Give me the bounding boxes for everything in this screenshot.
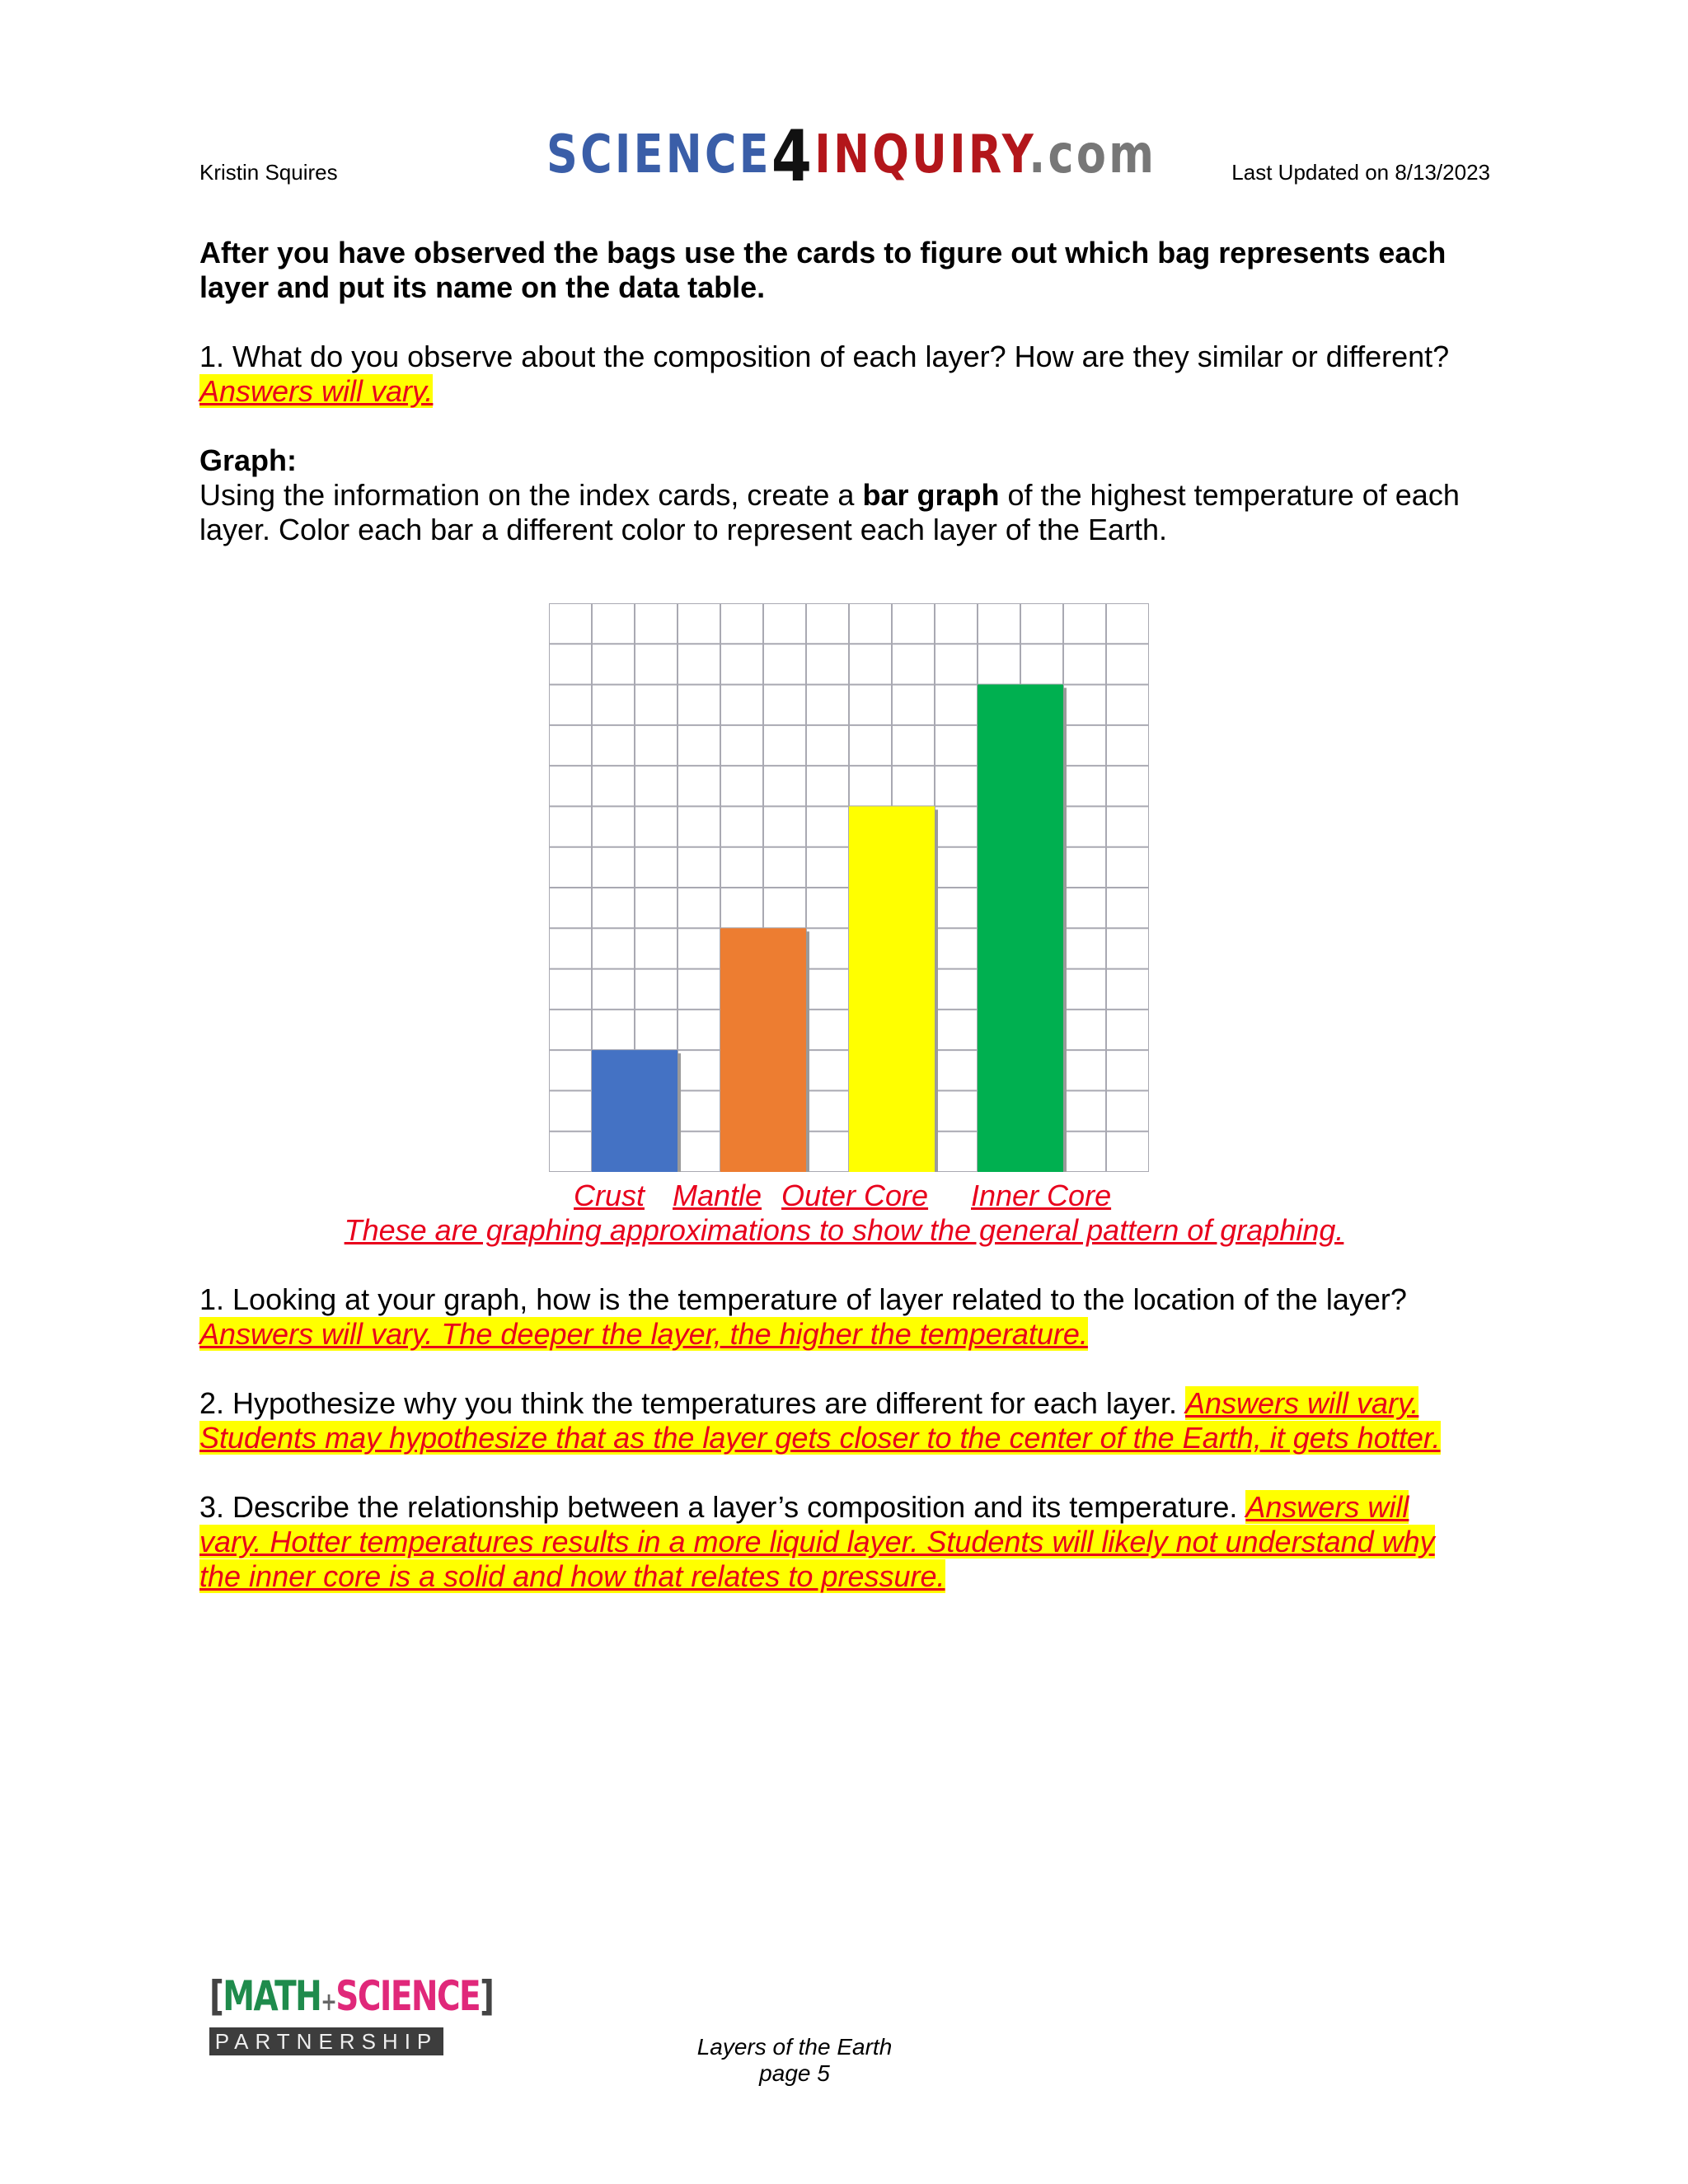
intro-instructions: After you have observed the bags use the cards to figure out which bag represents each layer and put its name on the data table. xyxy=(199,236,1447,304)
footer-title: Layers of the Earth xyxy=(696,2034,893,2060)
category-label-mantle: Mantle xyxy=(673,1179,762,1212)
question-2 xyxy=(199,1386,1535,1455)
graph-caption: These are graphing approximations to show the general pattern of graphing. xyxy=(344,1213,1344,1247)
category-label-crust: Crust xyxy=(574,1179,645,1212)
graph-heading: Graph: xyxy=(199,443,298,477)
bar-crust xyxy=(592,1050,678,1172)
bar-chart-svg xyxy=(549,603,1149,1172)
question-3-answer-a: Answers will xyxy=(1245,1490,1409,1524)
question-1-answer: Answers will vary. The deeper the layer, the higher the temperature. xyxy=(199,1317,1088,1351)
logo-science: SCIENCE xyxy=(546,124,771,185)
question-1-text: 1. Looking at your graph, how is the temperature of layer related to the location of the layer? xyxy=(199,1282,1407,1316)
msp-math: MATH xyxy=(223,1972,321,2020)
logo-four: 4 xyxy=(771,115,815,198)
question-3-text: 3. Describe the relationship between a layer’s composition and its temperature. xyxy=(199,1490,1246,1524)
question-2-answer-b: Students may hypothesize that as the layer gets closer to the center of the Earth, it gets hotter. xyxy=(199,1421,1441,1455)
graph-instr-start: Using the information on the index cards, create a xyxy=(199,478,863,512)
graph-instr-end: of the highest temperature of each layer. Color each bar a different color to represent each layer of the Earth. xyxy=(199,478,1460,546)
graph-section xyxy=(199,443,1518,547)
bar-inner-core xyxy=(978,685,1063,1172)
question-2-answer-a: Answers will vary. xyxy=(1184,1386,1419,1420)
observation-answer: Answers will vary. xyxy=(199,374,434,408)
logo-inquiry: INQUIRY xyxy=(814,124,1029,185)
msp-partnership: PARTNERSHIP xyxy=(209,2027,443,2055)
question-2-text: 2. Hypothesize why you think the temperatures are different for each layer. xyxy=(199,1386,1185,1420)
observation-question-text: 1. What do you observe about the composition of each layer? How are they similar or different? xyxy=(199,340,1450,373)
question-1 xyxy=(199,1282,1535,1352)
science4inquiry-logo xyxy=(546,115,1156,198)
bar-chart xyxy=(549,603,1149,1172)
category-label-outer-core: Outer Core xyxy=(781,1179,929,1212)
math-science-partnership-logo: [MATH+SCIENCE] PARTNERSHIP xyxy=(209,1972,494,2054)
author-name: Kristin Squires xyxy=(199,160,338,185)
msp-plus: + xyxy=(321,1988,336,2017)
logo-com: .com xyxy=(1029,124,1157,185)
graph-instr-bold: bar graph xyxy=(862,478,1000,512)
bar-outer-core xyxy=(849,806,935,1172)
question-3-answer-c: the inner core is a solid and how that relates to pressure. xyxy=(199,1559,945,1593)
observation-question xyxy=(199,340,1518,409)
category-label-inner-core: Inner Core xyxy=(971,1179,1112,1212)
footer-page: page 5 xyxy=(759,2060,830,2086)
bar-mantle xyxy=(720,928,806,1172)
footer-caption xyxy=(630,2034,959,2087)
msp-science: SCIENCE xyxy=(335,1972,481,2020)
question-3-answer-b: vary. Hotter temperatures results in a more liquid layer. Students will likely not understand why xyxy=(199,1525,1435,1558)
question-3 xyxy=(199,1490,1535,1594)
last-updated: Last Updated on 8/13/2023 xyxy=(1231,160,1490,185)
